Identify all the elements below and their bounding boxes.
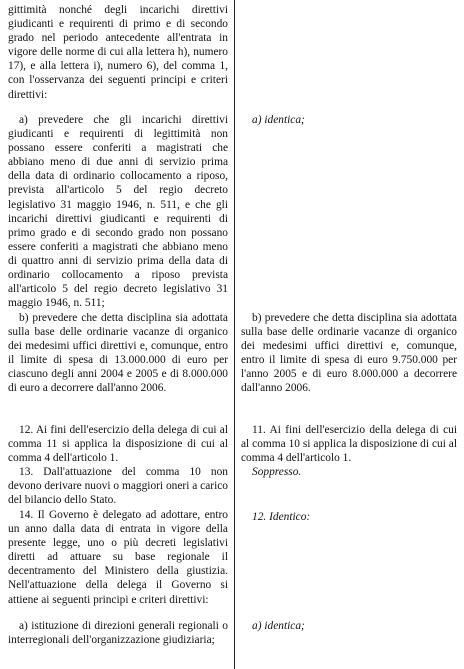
left-item-a2 bbox=[8, 619, 228, 647]
right-para-11 bbox=[241, 423, 457, 465]
left-item-a2-text: a) istituzione di direzioni generali regionali o interregionali dell'organizzazione giudiziaria; bbox=[8, 620, 228, 647]
left-para-13-text: 13. Dall'attuazione del comma 10 non devono derivare nuovi o maggiori oneri a carico del bilancio dello Stato. bbox=[8, 466, 228, 507]
left-item-a bbox=[8, 113, 228, 310]
right-para-11-text: 11. Ai fini dell'esercizio della delega di cui al comma 10 si applica la disposizione di cui al comma 4 dell'articolo 1. bbox=[241, 424, 457, 465]
right-item-a bbox=[241, 113, 457, 127]
right-item-a2 bbox=[241, 619, 457, 633]
right-item-b bbox=[241, 311, 457, 396]
left-para-14-text: 14. Il Governo è delegato ad adottare, entro un anno dalla data di entrata in vigore della presente legge, uno o più decreti legislativi diretti ad attuare su base regionale il decentramento del Ministero della giustizia. Nell'attuazione della delega il Governo si attiene ai seguenti principi e criteri direttivi: bbox=[8, 509, 228, 606]
right-item-b-text: b) prevedere che detta disciplina sia adottata sulla base delle ordinarie vacanze di organico dei medesimi uffici direttivi e, comunque, entro il limite di spesa di euro 9.750.000 per l'anno 2005 e di euro 8.000.000 a decorrere dall'anno 2006. bbox=[241, 312, 457, 395]
left-para-12-text: 12. Ai fini dell'esercizio della delega di cui al comma 11 si applica la disposizione di cui al comma 4 dell'articolo 1. bbox=[8, 424, 228, 465]
left-intro-text: gittimità nonché degli incarichi direttivi giudicanti e requirenti di primo e di secondo grado nel periodo antecedente all'entrata in vigore delle norme di cui alla lettera h), numero 17), e alla lettera i), numero 6), del comma 1, con l'osservanza dei seguenti principi e criteri direttivi: bbox=[8, 4, 228, 101]
right-item-a2-text: a) identica; bbox=[252, 620, 305, 632]
right-soppresso bbox=[241, 465, 457, 479]
left-item-b bbox=[8, 311, 228, 396]
right-soppresso-text: Soppresso. bbox=[252, 466, 302, 478]
right-para-12-text: 12. Identico: bbox=[252, 511, 311, 523]
left-intro bbox=[8, 3, 228, 102]
left-para-14 bbox=[8, 508, 228, 607]
left-para-13 bbox=[8, 465, 228, 507]
right-para-12 bbox=[241, 510, 457, 524]
left-para-12 bbox=[8, 423, 228, 465]
left-item-a-text: a) prevedere che gli incarichi direttivi giudicanti e requirenti di legittimità non possano essere conferiti a magistrati che abbiano meno di due anni di servizio prima della data di ordinario collocamento a riposo, prevista all'articolo 5 del regio decreto legislativo 31 maggio 1946, n. 511, e che gli incarichi direttivi giudicanti e requirenti di primo grado e di secondo grado non possano essere conferiti a magistrati che abbiano meno di quattro anni di servizio prima della data di ordinario collocamento a riposo prevista all'articolo 5 del regio decreto legislativo 31 maggio 1946, n. 511; bbox=[8, 114, 228, 310]
left-item-b-text: b) prevedere che detta disciplina sia adottata sulla base delle ordinarie vacanze di organico dei medesimi uffici direttivi e, comunque, entro il limite di spesa di 13.000.000 di euro per ciascuno degli anni 2004 e 2005 e di 8.000.000 di euro a decorrere dall'anno 2006. bbox=[8, 312, 228, 395]
column-divider bbox=[234, 0, 235, 669]
right-item-a-text: a) identica; bbox=[252, 114, 305, 126]
